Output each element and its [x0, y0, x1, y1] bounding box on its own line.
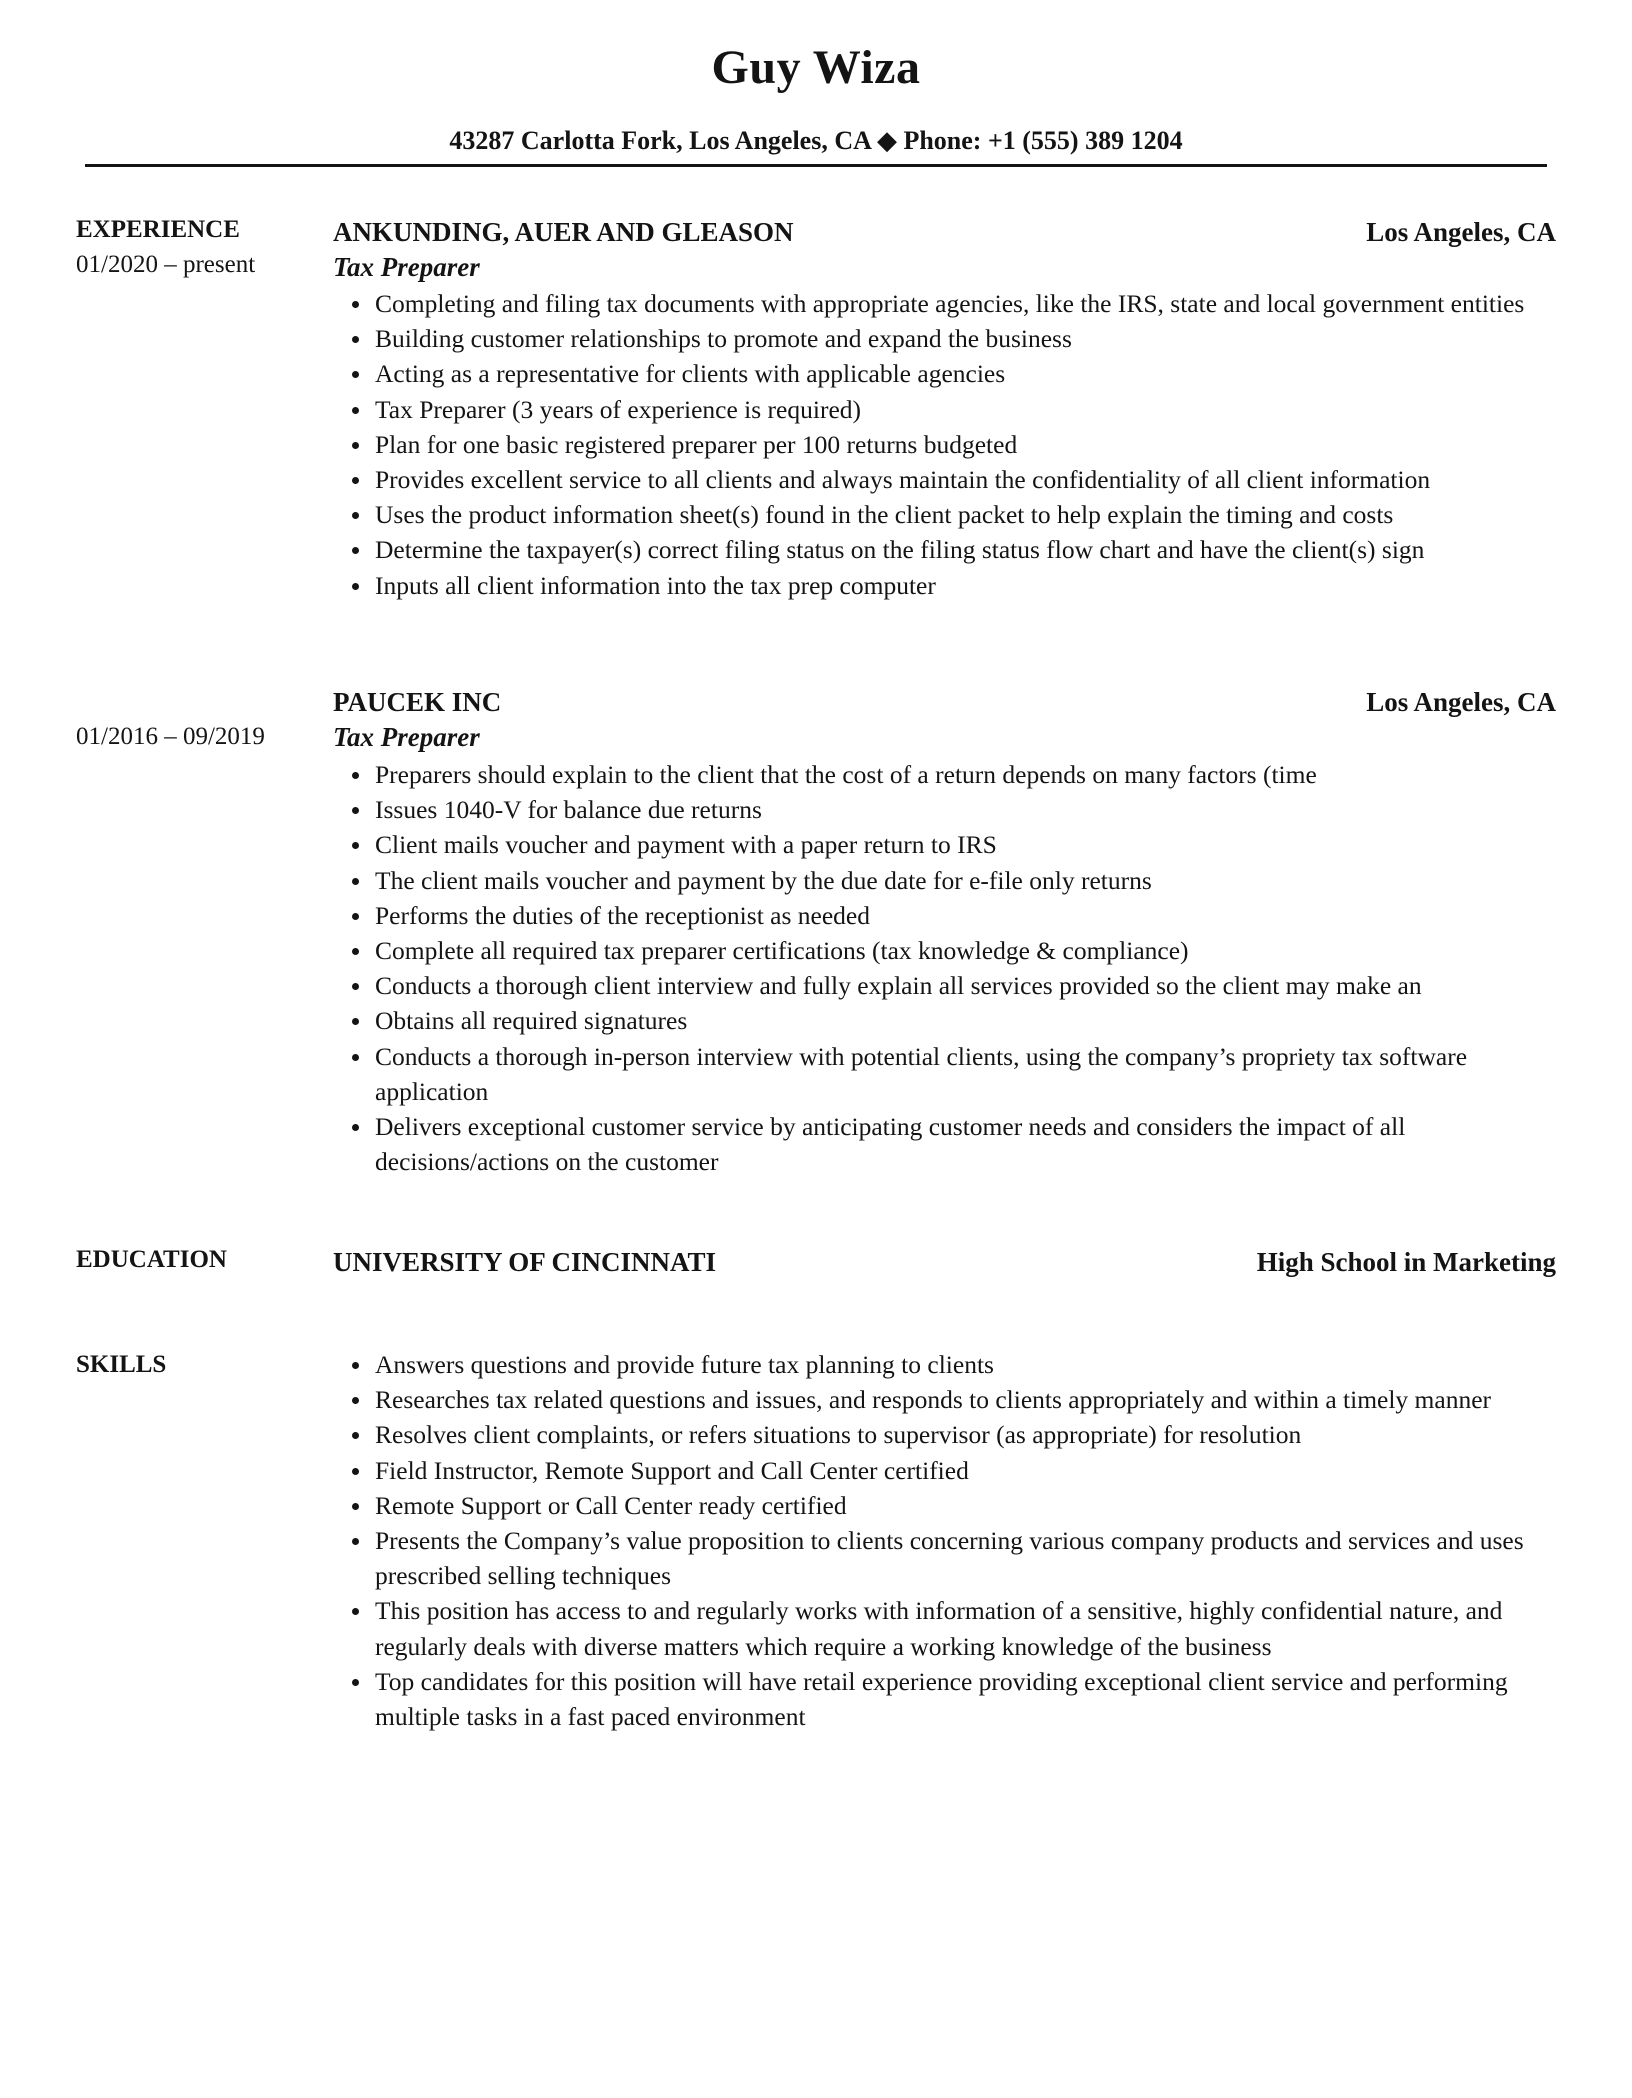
list-item: Researches tax related questions and issues, and responds to clients appropriately and within a timely manner: [333, 1382, 1563, 1417]
skills-list: [333, 1347, 1563, 1734]
education-section-label: EDUCATION: [76, 1246, 227, 1273]
list-item: Resolves client complaints, or refers situations to supervisor (as appropriate) for resolution: [333, 1417, 1563, 1452]
list-item: Acting as a representative for clients with applicable agencies: [333, 356, 1563, 391]
candidate-name: Guy Wiza: [711, 41, 921, 94]
list-item: Building customer relationships to promote and expand the business: [333, 321, 1563, 356]
list-item: Issues 1040-V for balance due returns: [333, 792, 1563, 827]
list-item: Completing and filing tax documents with appropriate agencies, like the IRS, state and local government entities: [333, 286, 1563, 321]
list-item: Determine the taxpayer(s) correct filing status on the filing status flow chart and have the client(s) sign: [333, 532, 1563, 567]
list-item: Presents the Company’s value proposition to clients concerning various company products and services and uses prescribed selling techniques: [333, 1523, 1563, 1593]
education-school: UNIVERSITY OF CINCINNATI: [333, 1247, 717, 1277]
list-item: Conducts a thorough in-person interview with potential clients, using the company’s propriety tax software application: [333, 1039, 1563, 1109]
list-item: Provides excellent service to all clients and always maintain the confidentiality of all client information: [333, 462, 1563, 497]
job-company: PAUCEK INC: [333, 687, 502, 717]
contact-line: 43287 Carlotta Fork, Los Angeles, CA ◆ Phone: +1 (555) 389 1204: [449, 126, 1183, 155]
list-item: Preparers should explain to the client that the cost of a return depends on many factors (time: [333, 757, 1563, 792]
list-item: Performs the duties of the receptionist as needed: [333, 898, 1563, 933]
list-item: Conducts a thorough client interview and fully explain all services provided so the client may make an: [333, 968, 1563, 1003]
list-item: The client mails voucher and payment by the due date for e-file only returns: [333, 863, 1563, 898]
list-item: Uses the product information sheet(s) found in the client packet to help explain the timing and costs: [333, 497, 1563, 532]
list-item: Tax Preparer (3 years of experience is required): [333, 392, 1563, 427]
list-item: Complete all required tax preparer certifications (tax knowledge & compliance): [333, 933, 1563, 968]
experience-section-label: EXPERIENCE: [76, 216, 240, 243]
job-dates: 01/2020 – present: [76, 251, 256, 278]
job-duties-list: [333, 286, 1563, 603]
list-item: This position has access to and regularly works with information of a sensitive, highly confidential nature, and regularly deals with diverse matters which require a working knowledge of the business: [333, 1593, 1563, 1663]
list-item: Inputs all client information into the tax prep computer: [333, 568, 1563, 603]
list-item: Answers questions and provide future tax planning to clients: [333, 1347, 1563, 1382]
job-title: Tax Preparer: [333, 252, 480, 282]
list-item: Plan for one basic registered preparer per 100 returns budgeted: [333, 427, 1563, 462]
list-item: Top candidates for this position will have retail experience providing exceptional client service and performing multiple tasks in a fast paced environment: [333, 1664, 1563, 1734]
list-item: Field Instructor, Remote Support and Call Center certified: [333, 1453, 1563, 1488]
job-title: Tax Preparer: [333, 722, 480, 752]
skills-section-label: SKILLS: [76, 1351, 167, 1378]
list-item: Remote Support or Call Center ready certified: [333, 1488, 1563, 1523]
list-item: Delivers exceptional customer service by anticipating customer needs and considers the impact of all decisions/actions on the customer: [333, 1109, 1563, 1179]
job-duties-list: [333, 757, 1563, 1179]
job-location: Los Angeles, CA: [1366, 687, 1556, 717]
job-company: ANKUNDING, AUER AND GLEASON: [333, 217, 794, 247]
education-degree: High School in Marketing: [1256, 1247, 1556, 1277]
header-divider: [85, 164, 1547, 167]
job-location: Los Angeles, CA: [1366, 217, 1556, 247]
list-item: Client mails voucher and payment with a paper return to IRS: [333, 827, 1563, 862]
list-item: Obtains all required signatures: [333, 1003, 1563, 1038]
job-dates: 01/2016 – 09/2019: [76, 723, 265, 750]
